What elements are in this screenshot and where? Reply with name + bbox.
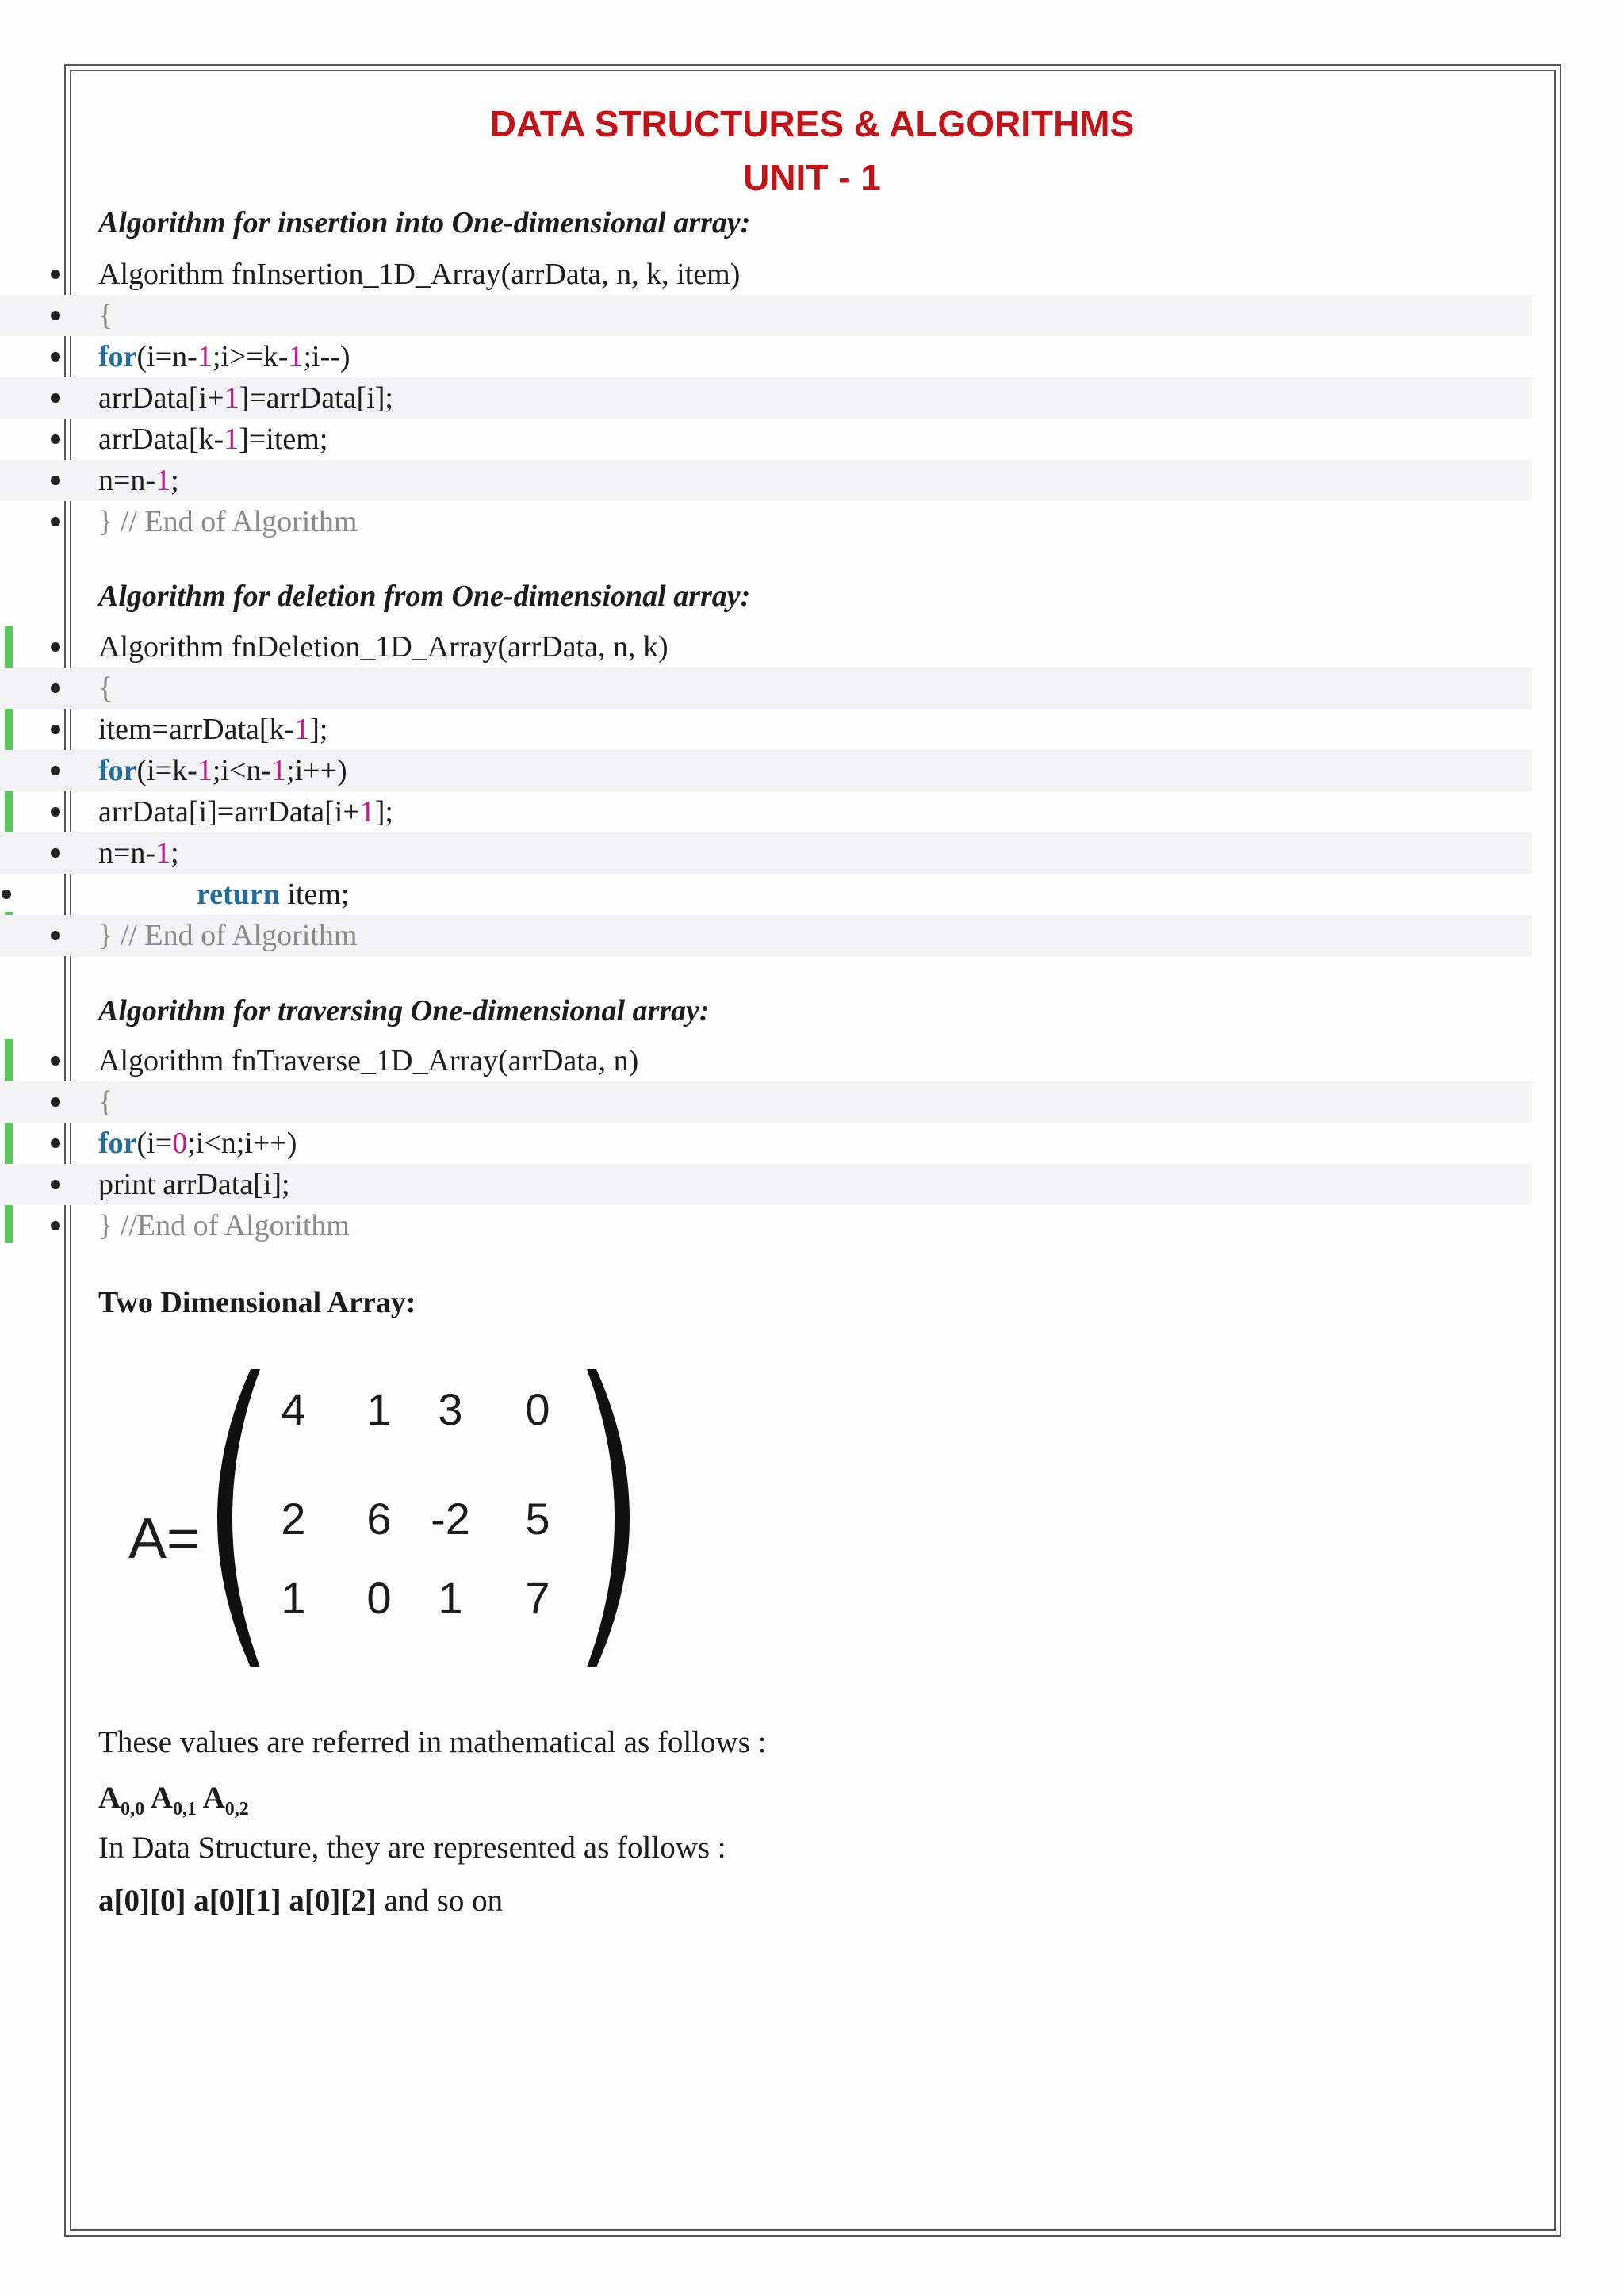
bullet-icon [51, 807, 60, 817]
bullet-icon [51, 1097, 60, 1107]
code-line [0, 626, 1532, 668]
code-line [0, 1205, 1532, 1246]
code-text: Algorithm fnTraverse_1D_Array(arrData, n) [98, 1044, 639, 1077]
deletion-heading: Algorithm for deletion from One-dimensional array: [98, 580, 751, 613]
bullet-icon [51, 270, 60, 279]
ds-notation-suffix: and so on [376, 1884, 504, 1918]
bullet-icon [51, 1056, 60, 1066]
code-line [0, 377, 1532, 419]
code-text: { [98, 672, 113, 705]
code-text: arrData[i]=arrData[i+1]; [98, 795, 393, 828]
matrix-cell: 1 [438, 1573, 463, 1623]
matrix-cell: 0 [366, 1573, 392, 1623]
traversal-heading: Algorithm for traversing One-dimensional array: [98, 994, 710, 1027]
ds-notation [98, 1881, 503, 1922]
code-text: for(i=n-1;i>=k-1;i--) [98, 340, 350, 373]
code-text: } // End of Algorithm [98, 919, 358, 952]
code-comment: // End of Algorithm [120, 919, 358, 952]
bullet-icon [51, 683, 60, 693]
bullet-icon [51, 766, 60, 775]
bullet-icon [51, 434, 60, 444]
code-text: } // End of Algorithm [98, 505, 358, 538]
code-line [0, 915, 1532, 956]
bullet-icon [51, 931, 60, 940]
matrix-cell: 5 [525, 1494, 550, 1544]
number-literal: 1 [359, 795, 375, 828]
bullet-icon [51, 848, 60, 858]
two-d-heading: Two Dimensional Array: [98, 1286, 416, 1319]
code-text: } //End of Algorithm [98, 1209, 350, 1242]
matrix-cell: -2 [431, 1494, 470, 1544]
code-line [0, 791, 1532, 832]
matrix-cell: 0 [525, 1384, 550, 1434]
number-literal: 1 [197, 340, 213, 373]
code-text: { [98, 299, 113, 332]
ds-notation-terms: a[0][0] a[0][1] a[0][2] [98, 1884, 377, 1918]
keyword: for [98, 754, 137, 787]
bullet-icon [51, 311, 60, 320]
code-line [0, 419, 1532, 460]
bullet-icon [2, 890, 11, 899]
notation-term: $A_{0,0}$ [98, 1781, 145, 1820]
bullet-icon [51, 476, 60, 485]
code-text: return item; [197, 878, 350, 911]
code-line [0, 1081, 1532, 1123]
bullet-icon [51, 517, 60, 526]
code-text: n=n-1; [98, 836, 179, 870]
code-line [0, 336, 1532, 377]
matrix-cell: 1 [281, 1573, 306, 1623]
code-comment: //End of Algorithm [120, 1209, 350, 1242]
code-text: Algorithm fnDeletion_1D_Array(arrData, n, k) [98, 630, 668, 664]
code-text: for(i=0;i<n;i++) [98, 1127, 297, 1160]
number-literal: 0 [172, 1127, 188, 1160]
code-text: arrData[k-1]=item; [98, 423, 328, 456]
code-line [0, 874, 1532, 915]
code-line [0, 460, 1532, 501]
matrix-cell: 4 [281, 1384, 306, 1434]
code-text: item=arrData[k-1]; [98, 713, 328, 746]
number-literal: 1 [224, 423, 239, 456]
code-comment: // End of Algorithm [120, 505, 358, 538]
number-literal: 1 [197, 754, 213, 787]
keyword: return [197, 878, 280, 911]
keyword: for [98, 1127, 137, 1160]
number-literal: 1 [155, 464, 171, 497]
document-title: DATA STRUCTURES & ALGORITHMS [489, 103, 1135, 144]
unit-title: UNIT - 1 [743, 157, 881, 198]
matrix-cells [281, 1384, 550, 1623]
right-paren-icon [587, 1369, 630, 1667]
number-literal: 1 [271, 754, 287, 787]
bullet-icon [51, 1138, 60, 1148]
matrix-cell: 6 [366, 1494, 392, 1544]
code-text: Algorithm fnInsertion_1D_Array(arrData, n, k, item) [98, 258, 741, 291]
notation-term: $A_{0,1}$ [150, 1781, 197, 1820]
code-text: print arrData[i]; [98, 1168, 290, 1201]
number-literal: 1 [288, 340, 304, 373]
code-line [0, 254, 1532, 295]
code-line [0, 1123, 1532, 1164]
notation-term: $A_{0,2}$ [202, 1781, 249, 1820]
bullet-icon [51, 393, 60, 403]
code-line [0, 832, 1532, 874]
matrix-cell: 3 [438, 1384, 463, 1434]
insertion-heading: Algorithm for insertion into One-dimensional array: [98, 206, 751, 239]
matrix-cell: 1 [366, 1384, 392, 1434]
code-line [0, 1040, 1532, 1081]
code-line [0, 709, 1532, 750]
matrix-figure [119, 1352, 642, 1685]
number-literal: 1 [224, 381, 239, 415]
keyword: for [98, 340, 137, 373]
bullet-icon [51, 642, 60, 652]
bullet-icon [51, 352, 60, 362]
code-text: n=n-1; [98, 464, 179, 497]
bullet-icon [51, 725, 60, 734]
bullet-icon [51, 1180, 60, 1189]
paragraph-ds: In Data Structure, they are represented as follows : [98, 1831, 726, 1865]
code-text: arrData[i+1]=arrData[i]; [98, 381, 393, 415]
code-line [0, 668, 1532, 709]
matrix-label: A= [128, 1507, 201, 1571]
bullet-icon [51, 1221, 60, 1230]
code-text: { [98, 1085, 113, 1119]
code-line [0, 750, 1532, 791]
number-literal: 1 [294, 713, 310, 746]
matrix-cell: 7 [525, 1573, 550, 1623]
left-paren-icon [217, 1369, 260, 1667]
math-notation [98, 1777, 249, 1830]
code-line [0, 295, 1532, 336]
number-literal: 1 [155, 836, 171, 870]
code-line [0, 1164, 1532, 1205]
code-line [0, 501, 1532, 542]
matrix-cell: 2 [281, 1494, 306, 1544]
code-text: for(i=k-1;i<n-1;i++) [98, 754, 347, 787]
paragraph-math: These values are referred in mathematical as follows : [98, 1725, 767, 1759]
